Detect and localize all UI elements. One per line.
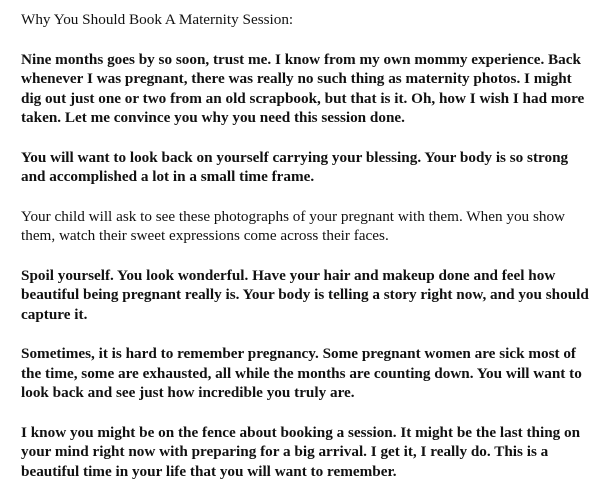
document-title: Why You Should Book A Maternity Session: bbox=[21, 11, 294, 28]
paragraph-intro: Nine months goes by so soon, trust me. I know from my own mommy experience. Back whenever I was pregnant, there was really no such thing as maternity photos. I might dig out just one or two from an old scrapbook, but that is it. Oh, how I wish I had more taken. Let me convince you why you need this session done. bbox=[21, 50, 585, 126]
paragraph-look-back: You will want to look back on yourself carrying your blessing. Your body is so strong and accomplished a lot in a small time frame. bbox=[21, 148, 569, 185]
document-body bbox=[21, 10, 589, 501]
paragraph-child: Your child will ask to see these photographs of your pregnant with them. When you show them, watch their sweet expressions come across their faces. bbox=[21, 207, 566, 244]
paragraph-booking: I know you might be on the fence about booking a session. It might be the last thing on your mind right now with preparing for a big arrival. I get it, I really do. This is a beautiful time in your life that you will want to remember. bbox=[21, 423, 581, 480]
paragraph-spoil-yourself: Spoil yourself. You look wonderful. Have your hair and makeup done and feel how beautiful being pregnant really is. Your body is telling a story right now, and you should capture it. bbox=[21, 266, 589, 323]
paragraph-remember-pregnancy: Sometimes, it is hard to remember pregnancy. Some pregnant women are sick most of the time, some are exhausted, all while the months are counting down. You will want to look back and see just how incredible you truly are. bbox=[21, 345, 582, 401]
